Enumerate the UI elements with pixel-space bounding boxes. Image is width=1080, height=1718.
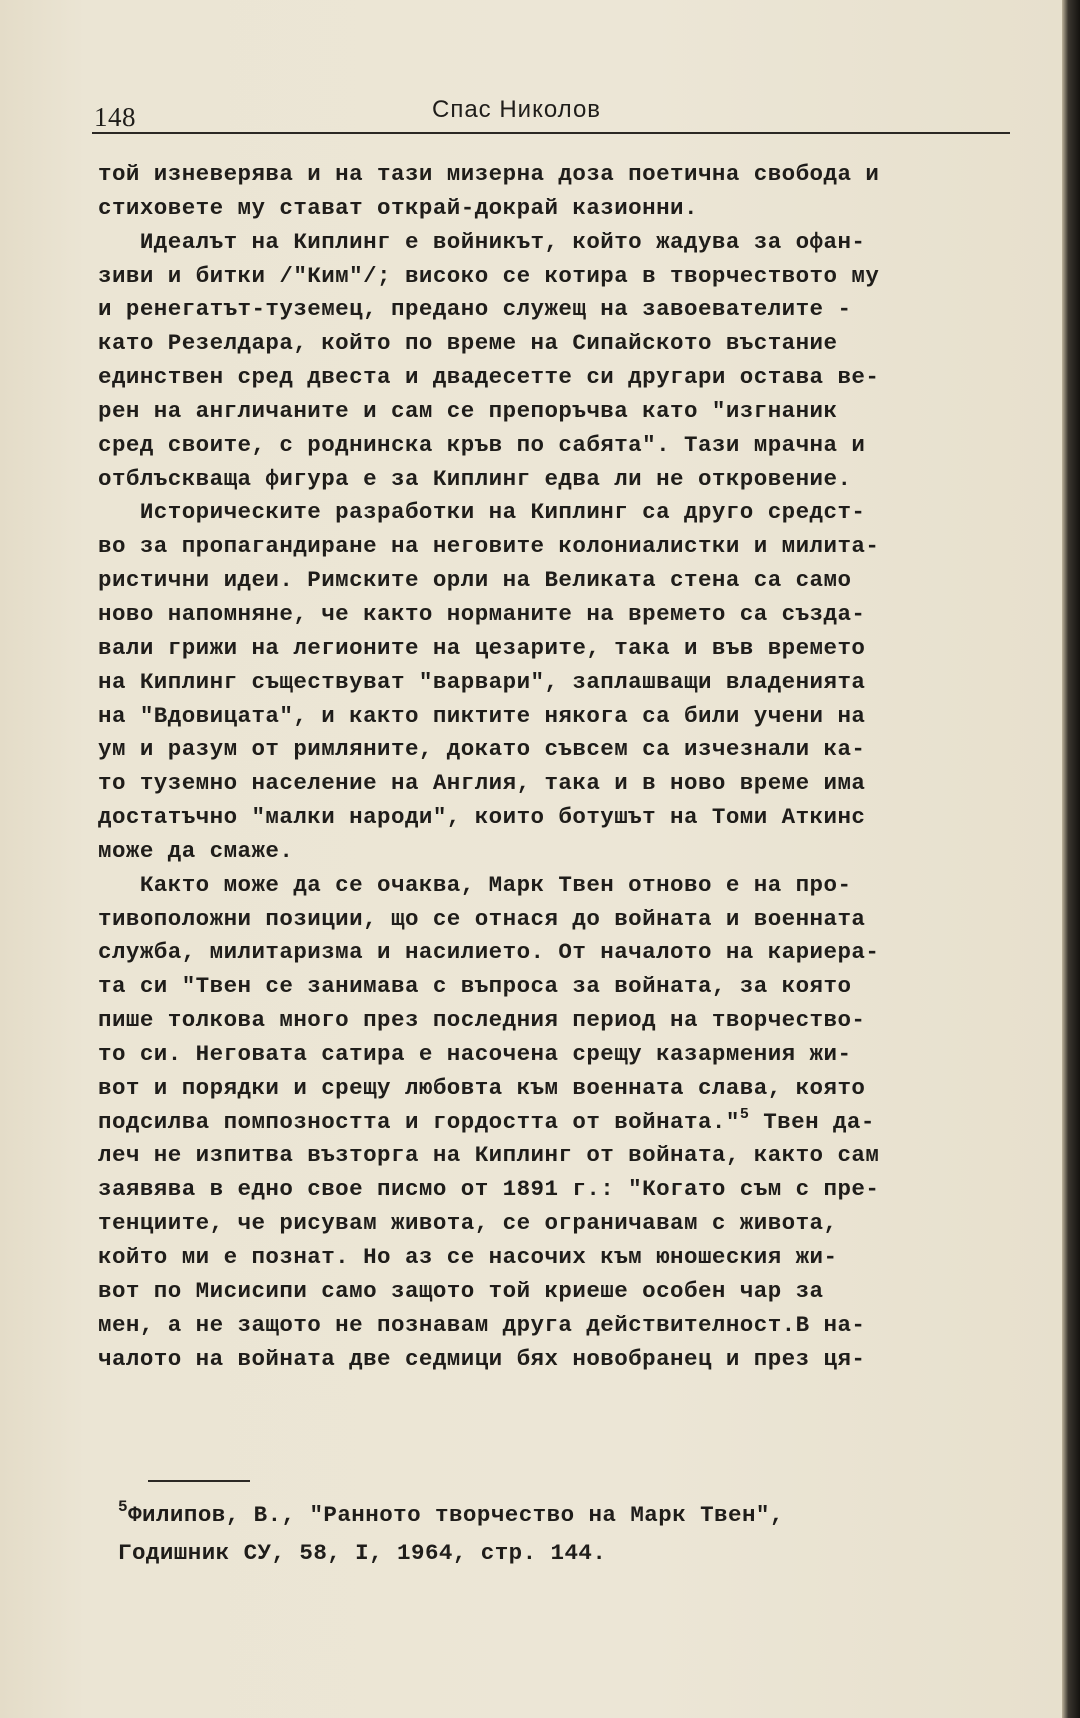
page-number: 148 xyxy=(94,102,136,132)
text-line: во за пропагандиране на неговите колониалистки и милита- xyxy=(98,533,880,560)
header-rule xyxy=(92,132,1010,134)
text-line: ристични идеи. Римските орли на Великата стена са само xyxy=(98,567,852,594)
text-line: чалото на войната две седмици бях новобранец и през ця- xyxy=(98,1345,866,1372)
text-line-with-footnote-ref xyxy=(98,1106,1028,1140)
text-line: то туземно население на Англия, така и в ново време има xyxy=(98,770,866,797)
text-fragment: Твен да- xyxy=(749,1108,875,1135)
text-fragment: подсилва помпозността и гордостта от войната." xyxy=(98,1108,740,1135)
text-line: на "Вдовицата", и както пиктите някога са били учени на xyxy=(98,702,866,729)
footnote-line xyxy=(118,1496,1018,1534)
text-line: той изневерява и на тази мизерна доза поетична свобода и xyxy=(98,161,880,187)
body-text xyxy=(98,158,1028,1376)
footnote-text: Филипов, В., "Ранното творчество на Марк Твен", xyxy=(128,1502,784,1528)
text-line: който ми е познат. Но аз се насочих към юношеския жи- xyxy=(98,1244,838,1270)
page-header xyxy=(92,96,1010,136)
text-line: може да смаже. xyxy=(98,837,294,864)
text-line: ново напомняне, че както норманите на времето са създа- xyxy=(98,600,866,627)
footnote-mark: 5 xyxy=(118,1498,129,1516)
text-line: тивоположни позиции, що се отнася до войната и военната xyxy=(98,905,866,932)
binding-edge xyxy=(1062,0,1080,1718)
footnote xyxy=(118,1496,1018,1572)
footnote-rule xyxy=(148,1480,250,1482)
text-line: сред своите, с роднинска кръв по сабята". Тази мрачна и xyxy=(98,431,866,458)
footnote-line: Годишник СУ, 58, I, 1964, стр. 144. xyxy=(118,1540,607,1566)
text-line: то си. Неговата сатира е насочена срещу казармения жи- xyxy=(98,1040,852,1067)
text-line: служба, милитаризма и насилието. От началото на кариера- xyxy=(98,939,880,966)
text-line: вот по Мисисипи само защото той криеше особен чар за xyxy=(98,1277,824,1304)
text-line: та си "Твен се занимава с въпроса за войната, за която xyxy=(98,973,852,1000)
text-line: заявява в едно свое писмо от 1891 г.: "Когато съм с пре- xyxy=(98,1176,880,1203)
text-line: отблъскваща фигура е за Киплинг едва ли не откровение. xyxy=(98,465,852,492)
text-line: пише толкова много през последния период на творчество- xyxy=(98,1007,866,1034)
footnote-reference: 5 xyxy=(739,1105,750,1123)
text-line: на Киплинг съществуват "варвари", заплашващи владенията xyxy=(98,668,866,695)
text-line: Както може да се очаква, Марк Твен отново е на про- xyxy=(98,871,852,898)
text-line: Историческите разработки на Киплинг са друго средст- xyxy=(98,499,866,526)
text-line: вот и порядки и срещу любовта към военната слава, която xyxy=(98,1074,866,1101)
text-line: леч не изпитва възторга на Киплинг от войната, както сам xyxy=(98,1142,880,1169)
text-line: зиви и битки /"Ким"/; високо се котира в творчеството му xyxy=(98,262,880,289)
text-line: мен, а не защото не познавам друга действителност.В на- xyxy=(98,1311,866,1338)
text-line: Идеалът на Киплинг е войникът, който жадува за офан- xyxy=(98,228,866,255)
running-title: Спас Николов xyxy=(432,96,602,123)
text-line: ум и разум от римляните, докато съвсем са изчезнали ка- xyxy=(98,736,866,763)
text-line: тенциите, че рисувам живота, се ограничавам с живота, xyxy=(98,1210,838,1237)
text-line: като Резелдара, който по време на Сипайското въстание xyxy=(98,330,838,357)
text-line: стиховете му стават открай-докрай казионни. xyxy=(98,194,698,221)
text-line: рен на англичаните и сам се препоръчва като "изгнаник xyxy=(98,397,838,424)
text-line: вали грижи на легионите на цезарите, така и във времето xyxy=(98,634,866,661)
text-line: единствен сред двеста и двадесетте си другари остава ве- xyxy=(98,364,880,391)
text-line: и ренегатът-туземец, предано служещ на завоевателите - xyxy=(98,296,852,323)
text-line: достатъчно "малки народи", които ботушът на Томи Аткинс xyxy=(98,804,866,831)
